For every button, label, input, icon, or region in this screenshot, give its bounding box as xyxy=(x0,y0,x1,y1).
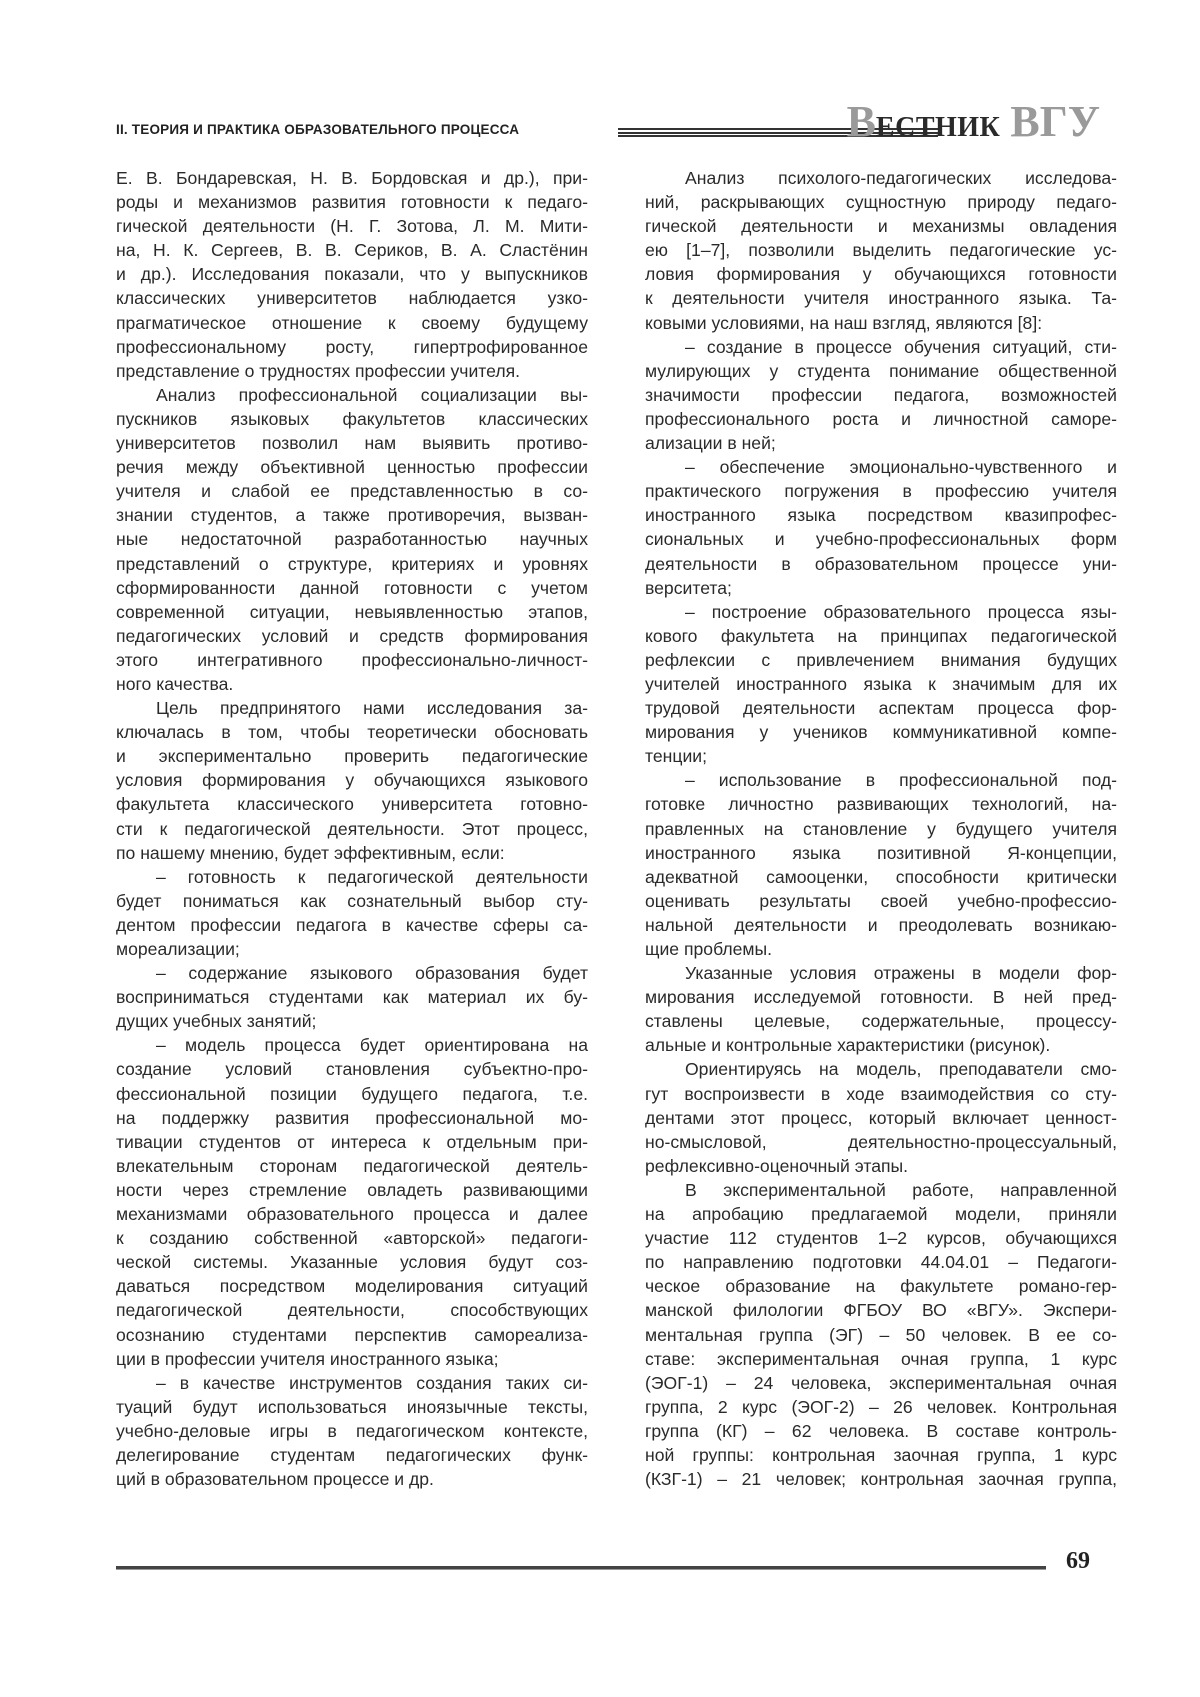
text-line: туаций будут использоваться иноязычные тексты, xyxy=(116,1396,588,1417)
text-line: на апробацию предлагаемой модели, приняли xyxy=(645,1204,1117,1225)
text-line: щие проблемы. xyxy=(645,939,773,959)
text-line: факультета классического университета готовно- xyxy=(116,794,588,815)
text-line: кового факультета на принципах педагогической xyxy=(645,625,1117,646)
text-line: ставе: экспериментальная очная группа, 1 курс xyxy=(645,1348,1117,1369)
text-line: делегирование студентам педагогических функ- xyxy=(116,1444,588,1465)
text-line: по нашему мнению, будет эффективным, если: xyxy=(116,842,505,863)
text-line: сти к педагогической деятельности. Этот процесс, xyxy=(116,818,588,839)
text-line: учителей иностранного языка к значимым для их xyxy=(645,673,1117,694)
text-line: адекватной самооценки, способности критически xyxy=(645,866,1117,887)
text-line: современной ситуации, невыявленностью этапов, xyxy=(116,601,588,622)
text-line: ковыми условиями, на наш взгляд, являются [8]: xyxy=(645,312,1043,333)
text-line: Анализ психолого-педагогических исследова- xyxy=(685,168,1117,188)
text-line: фессиональной позиции будущего педагога, т.е. xyxy=(116,1083,588,1104)
text-line: правленных на становление у будущего учителя xyxy=(645,818,1117,839)
text-line: осознанию студентами перспектив самореализа- xyxy=(116,1324,588,1345)
text-line: пускников языковых факультетов классических xyxy=(116,408,588,429)
text-line: восприниматься студентами как материал их бу- xyxy=(116,987,588,1008)
text-line: профессиональному росту, гипертрофированное xyxy=(116,336,588,357)
text-line: условия формирования у обучающихся языкового xyxy=(116,770,588,791)
text-line: мулирующих у студента понимание общественной xyxy=(645,360,1117,381)
text-line: но-смысловой, деятельностно-процессуальный, xyxy=(645,1131,1117,1152)
text-line: мирования исследуемой готовности. В ней пред- xyxy=(645,987,1117,1008)
text-line: профессионального роста и личностной саморе- xyxy=(645,408,1117,429)
text-line: влекательным сторонам педагогической деятель- xyxy=(116,1155,588,1176)
text-line: к созданию собственной «авторской» педагоги- xyxy=(116,1228,588,1249)
text-line: тенции; xyxy=(645,746,707,767)
text-line: к деятельности учителя иностранного языка. Та- xyxy=(645,288,1117,309)
text-line: ческое образование на факультете романо-гер- xyxy=(645,1276,1117,1297)
text-line: иностранного языка посредством квазипрофес- xyxy=(645,505,1117,526)
text-line: Е. В. Бондаревская, Н. В. Бордовская и др.), при- xyxy=(116,168,588,188)
running-header xyxy=(116,97,1100,146)
text-line: трудовой деятельности аспектам процесса фор- xyxy=(645,698,1117,719)
journal-logo-initial: В xyxy=(846,97,876,146)
text-line: гут воспроизвести в ходе взаимодействия со сту- xyxy=(645,1083,1117,1104)
text-line: Цель предпринятого нами исследования за- xyxy=(156,698,588,719)
text-line: сиональных и учебно-профессиональных форм xyxy=(645,529,1117,550)
text-line: по направлению подготовки 44.04.01 – Педагоги- xyxy=(645,1252,1117,1273)
text-line: ний, раскрывающих сущностную природу педаго- xyxy=(645,192,1117,213)
text-line: ные недостаточной разработанностью научных xyxy=(116,529,588,550)
text-line: (КЗГ-1) – 21 человек; контрольная заочная группа, xyxy=(645,1469,1117,1490)
text-line: – построение образовательного процесса язы- xyxy=(685,601,1117,622)
right-column xyxy=(645,166,1117,1491)
text-line: гической деятельности и механизмы овладения xyxy=(645,216,1117,237)
text-line: сформированности данной готовности с учетом xyxy=(116,577,588,598)
text-line: ставлены целевые, содержательные, процессу- xyxy=(645,1011,1117,1032)
text-line: – создание в процессе обучения ситуаций, сти- xyxy=(685,336,1117,357)
text-line: ной группы: контрольная заочная группа, 1 курс xyxy=(645,1444,1117,1465)
text-line: готовке личностно развивающих технологий, на- xyxy=(645,794,1117,815)
page-number: 69 xyxy=(1066,1548,1090,1574)
text-line: педагогических условий и средств формирования xyxy=(116,625,588,646)
text-line: – готовность к педагогической деятельности xyxy=(156,866,588,887)
journal-logo xyxy=(846,97,1100,154)
text-line: и др.). Исследования показали, что у выпускников xyxy=(116,264,588,285)
text-line: ности через стремление овладеть развивающими xyxy=(116,1179,588,1200)
text-line: будет пониматься как сознательный выбор сту- xyxy=(116,890,588,911)
text-line: иностранного языка позитивной Я-концепции, xyxy=(645,842,1117,863)
text-line: ментальная группа (ЭГ) – 50 человек. В ее со- xyxy=(645,1324,1117,1345)
text-line: Анализ профессиональной социализации вы- xyxy=(156,384,588,405)
text-line: дущих учебных занятий; xyxy=(116,1011,317,1032)
text-line: ции в профессии учителя иностранного языка; xyxy=(116,1348,499,1369)
text-line: – в качестве инструментов создания таких си- xyxy=(156,1372,588,1393)
text-line: ализации в ней; xyxy=(645,433,776,454)
text-line: ловия формирования у обучающихся готовности xyxy=(645,264,1117,285)
text-line: тивации студентов от интереса к отдельным при- xyxy=(116,1131,588,1152)
text-line: учебно-деловые игры в педагогическом контексте, xyxy=(116,1420,588,1441)
text-line: Указанные условия отражены в модели фор- xyxy=(685,963,1117,984)
text-line: – использование в профессиональной под- xyxy=(685,770,1117,791)
text-line: дентами этот процесс, который включает ценност- xyxy=(645,1107,1117,1128)
text-line: деятельности в образовательном процессе уни- xyxy=(645,553,1117,574)
text-line: классических университетов наблюдается узко- xyxy=(116,288,588,309)
text-line: альные и контрольные характеристики (рисунок). xyxy=(645,1035,1051,1056)
text-line: значимости профессии педагога, возможностей xyxy=(645,384,1117,405)
text-line: мирования у учеников коммуникативной компе- xyxy=(645,722,1117,743)
text-line: рефлексии с привлечением внимания будущих xyxy=(645,649,1117,670)
text-line: речия между объективной ценностью профессии xyxy=(116,457,588,478)
text-line: верситета; xyxy=(645,577,732,598)
text-line: Ориентируясь на модель, преподаватели смо- xyxy=(685,1059,1117,1080)
text-line: нальной деятельности и преодолевать возникаю- xyxy=(645,914,1117,935)
text-line: рефлексивно-оценочный этапы. xyxy=(645,1155,909,1176)
text-line: прагматическое отношение к своему будущему xyxy=(116,312,588,333)
text-line: представлений о структуре, критериях и уровнях xyxy=(116,553,588,574)
text-line: группа, 2 курс (ЭОГ-2) – 26 человек. Контрольная xyxy=(645,1396,1117,1417)
text-line: роды и механизмов развития готовности к педаго- xyxy=(116,192,588,213)
text-line: ею [1–7], позволили выделить педагогические ус- xyxy=(645,240,1117,261)
text-line: учителя и слабой ее представленностью в со- xyxy=(116,481,588,502)
text-line: – содержание языкового образования будет xyxy=(156,963,588,984)
text-line: – обеспечение эмоционально-чувственного и xyxy=(685,457,1117,478)
text-line: (ЭОГ-1) – 24 человека, экспериментальная очная xyxy=(645,1372,1117,1393)
text-line: – модель процесса будет ориентирована на xyxy=(156,1035,588,1056)
text-line: создание условий становления субъектно-про- xyxy=(116,1059,588,1080)
text-line: дентом профессии педагога в качестве сферы са- xyxy=(116,914,588,935)
section-title: II. ТЕОРИЯ И ПРАКТИКА ОБРАЗОВАТЕЛЬНОГО ПРОЦЕССА xyxy=(116,122,520,137)
footer-rule xyxy=(116,1566,1046,1570)
text-line: ций в образовательном процессе и др. xyxy=(116,1469,434,1490)
text-line: университетов позволил нам выявить противо- xyxy=(116,433,588,454)
text-line: гической деятельности (Н. Г. Зотова, Л. М. Мити- xyxy=(116,216,588,237)
text-line: участие 112 студентов 1–2 курсов, обучающихся xyxy=(645,1228,1117,1249)
text-line: педагогической деятельности, способствующих xyxy=(116,1300,588,1321)
left-column xyxy=(116,166,588,1491)
text-line: мореализации; xyxy=(116,939,240,959)
journal-logo-rest: ЕСТНИК xyxy=(875,112,1001,143)
text-line: ключалась в том, чтобы теоретически обосновать xyxy=(116,722,588,743)
text-line: оценивать результаты своей учебно-профессио- xyxy=(645,890,1117,911)
text-line: ного качества. xyxy=(116,673,234,694)
text-line: даваться посредством моделирования ситуаций xyxy=(116,1276,588,1297)
text-line: манской филологии ФГБОУ ВО «ВГУ». Экспери- xyxy=(645,1300,1117,1321)
text-line: на, Н. К. Сергеев, В. В. Сериков, В. А. Сластёнин xyxy=(116,240,588,261)
text-line: практического погружения в профессию учителя xyxy=(645,481,1117,502)
text-line: В экспериментальной работе, направленной xyxy=(685,1179,1117,1200)
text-line: группа (КГ) – 62 человека. В составе контроль- xyxy=(645,1420,1117,1441)
text-line: знании студентов, а также противоречия, вызван- xyxy=(116,505,588,526)
journal-logo-abbr: ВГУ xyxy=(1010,97,1100,146)
text-line: и экспериментально проверить педагогические xyxy=(116,746,588,767)
text-line: на поддержку развития профессиональной мо- xyxy=(116,1107,588,1128)
text-line: этого интегративного профессионально-личност- xyxy=(116,649,588,670)
text-line: механизмами образовательного процесса и далее xyxy=(116,1204,588,1225)
text-line: представление о трудностях профессии учителя. xyxy=(116,360,521,381)
text-line: ческой системы. Указанные условия будут соз- xyxy=(116,1252,588,1273)
